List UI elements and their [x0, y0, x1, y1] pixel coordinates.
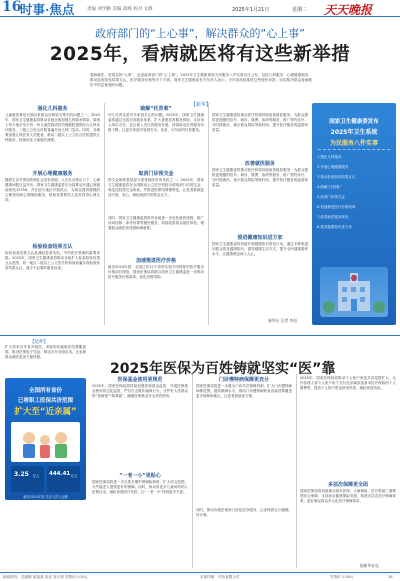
- paragraph-nursery: 幼儿托育也是许多家庭关心的问题。2025年，国家卫生健康委将通过完善托育服务体系，扩大普惠托育服务供给，支持用人单位办托、社区嵌入式托育服务发展，持续推动托育服务价格下降，让更多家庭享受到安全、优质、可负担的托育服务。: [108, 113, 204, 133]
- paragraph-old-and-young: 国家医保局将进一步完善长期护理保险制度，扩大试点范围，为失能老人提供更好的保障。同时，推动将更多儿童用药纳入医保目录，减轻家庭医疗负担，让“一老一小”得到更多关爱。: [92, 480, 188, 495]
- paragraph-result-recognition: 检验检查结果互认是减轻患者负担、节约医疗资源的重要举措。2025年，国家卫生健康委将推动各地扩大检查检验结果互认范围，同一地区二级以上公立医疗机构间普遍实现检查检验结果互认，减少不必要的重复检查。: [5, 251, 100, 271]
- infobox-item: 8.推进健康知识进万家: [317, 225, 352, 229]
- column-divider: [104, 103, 105, 325]
- paragraph-health-knowledge: 国家卫生健康委将持续开展健康知识普及行动，通过多种渠道向群众普及健康知识，倡导健康生活方式，提升全民健康素养水平，让健康理念深入人心。: [212, 242, 308, 257]
- infobox-item: 4.破解“托育难”: [317, 185, 342, 189]
- infobox-item: 7.改善就医服务体验: [317, 215, 349, 219]
- page-footer: [0, 572, 400, 581]
- article2-headline: 2025年医保为百姓铸就坚实“医”靠: [110, 361, 336, 377]
- paragraph-deposit-2: 同时，国家卫生健康委将指导各地进一步优化就医流程，推广诊间结算、床旁结算等便民服务，持续改善群众就医体验，增强群众就医获得感和满意度。: [108, 216, 204, 231]
- page-header: [0, 0, 400, 17]
- paragraph-col3-intro: 国家卫生健康委将推动医疗机构持续改善就医服务，为群众提供更便捷的挂号、候诊、缴费、取药等服务，推广预约诊疗、分时段就诊，减少群众排队等候时间，提升医疗服务的温度和质量。: [212, 113, 308, 133]
- infobox-item: 5.取消门诊预交金: [317, 195, 345, 199]
- issue-weekday: 星期二: [292, 7, 308, 13]
- infobox-item: 1.强化儿科服务: [317, 155, 342, 159]
- section-number: 16: [2, 0, 22, 15]
- infobox-divider: [318, 149, 390, 150]
- paragraph-deposit: 预交金制度曾是部分患者就医时的负担之一。2025年，国家卫生健康委将在全国推动公立医疗机构全面取消门诊预交金，规范住院预交金收取，并推进医保结算便利化，让患者看病更加方便、省心，减轻就医时的资金压力。: [108, 178, 204, 198]
- medical-insurance-promo-card: [5, 378, 86, 500]
- infobox-title-line1: 国家卫生健康委发布: [329, 119, 379, 125]
- article1-source-tag: 【新华】: [190, 102, 211, 108]
- paragraph-fund-supervision: 2025年，国家医保局将持续加强医保基金监管，开展医保基金使用常态化监管，严厉打击欺诈骗保行为，守护好人民群众的“看病钱”“救命钱”，确保医保基金安全高效使用。: [92, 384, 188, 399]
- promo-stat-value: 3.25: [14, 471, 29, 478]
- article2-label: 【延伸】: [30, 340, 48, 345]
- paragraph-child-care: 儿童就医难是长期以来群众反映较为集中的问题之一。2025年，国家卫生健康委将推动各地全面加强儿科服务供给，原则上每个地市至少有一所儿童医院或妇幼保健院提供综合儿科诊疗服务，三级公立综合医院普遍开设儿科门急诊。同时，各地要加强儿科医务人员配备，推动二级以上公立综合医院提供儿科服务，持续优化儿童就医流程。: [5, 113, 100, 143]
- promo-stat-box: [47, 466, 80, 492]
- promo-line1: 全国所有省份: [28, 388, 62, 394]
- promo-stat-unit: 亿元: [71, 474, 78, 478]
- heading-mental-health: 开展心理健康服务: [32, 171, 73, 177]
- promo-line3: 扩大至“近亲属”: [14, 407, 77, 417]
- heading-nursery: 破解“托育难”: [140, 106, 172, 112]
- heading-child-care: 强化儿科服务: [37, 106, 68, 112]
- column-divider: [296, 374, 297, 568]
- paragraph-mental-health: 随着生活节奏加快和社会竞争加剧，人们在各种压力下，心理健康问题日益突出。国家卫生健康委将在全国推动开通心理援助热线12356，并在部分地区开展试点，为群众提供便捷的心理咨询和心理援助服务，帮助有需要的人及时获得心理支持。: [5, 178, 100, 203]
- heading-outpatient: 门诊慢特病保障更充分: [218, 377, 269, 383]
- editors-line: 责编 刘学勤 美编 邱峰 校对 文静: [87, 7, 153, 12]
- section-separator: [0, 335, 400, 336]
- issue-date: 2025年1月21日: [232, 7, 270, 13]
- promo-caption: 截至2024年底 共济人次与金额: [23, 495, 68, 499]
- promo-stat-box: [11, 466, 44, 492]
- article1-headline: 2025年，看病就医将有这些新举措: [49, 44, 351, 65]
- heading-medical-service: 改善就医服务: [244, 161, 275, 167]
- article2-byline: 据新华社电: [360, 563, 379, 568]
- promo-illustration: [11, 422, 80, 462]
- eight-measures-infobox: [312, 103, 396, 325]
- paragraph-medical-service: 国家卫生健康委将推动医疗机构持续改善就医服务，为群众提供更便捷的挂号、候诊、缴费、取药等服务，推广预约诊疗、分时段就诊，减少群众排队等候时间，提升医疗服务的温度和质量。: [212, 168, 308, 188]
- paragraph-pricing: 截至2024年底，全国已有17个省份实现不同程度的医疗服务价格项目规范，国家医保局将联合国家卫生健康委进一步推动医疗服务价格改革，优化价格结构。: [108, 265, 204, 280]
- paragraph-family-account: 2025年，国家医保局将推动个人账户家庭共济范围扩大，允许参保人将个人账户用于支付近亲属参加基本医疗保险的个人缴费等，提高个人账户资金使用效率，减轻家庭负担。: [300, 376, 396, 391]
- column-divider: [192, 374, 193, 568]
- footer-page-number: 16: [388, 575, 393, 579]
- promo-stat-value: 444.41: [49, 471, 71, 477]
- paragraph-outpatient: 国家医保局将进一步健全门诊共济保障机制，扩大门诊慢特病病种范围，提高保障水平，推动门诊慢特病跨省直接结算覆盖更多病种和地区，让患者看病更方便。: [196, 384, 292, 399]
- heading-old-and-young: “一老一小”更贴心: [119, 473, 161, 479]
- infobox-item: 3.推动检查检验结果互认: [317, 175, 356, 179]
- article2-intro: 扩大将来自外省市就医、申报的异地就医结算覆盖面，推进医保电子凭证、移动支付全面应用，让参保群众就医更加方便快捷。: [5, 345, 86, 360]
- heading-fund-supervision: 医保基金使用更规范: [117, 377, 163, 383]
- article1-lead: 看病就医，是群众的“大事”，也是政府部门的“心上事”。2025年卫生健康系统为民服务八件实事近日公布，包括儿科服务、心理健康服务、推动检查检验结果互认、医疗服务价格等多个方面。国家卫生健康委有关负责人表示，今年将持续推进这些便民举措，切实解决群众看病就医中的急难愁盼问题。: [90, 73, 312, 88]
- heading-health-knowledge: 推进健康知识进万家: [237, 235, 283, 241]
- infobox-title-line2: 2025年卫生系统: [330, 129, 378, 136]
- article1-byline: 新华社 记者 李恒: [268, 318, 297, 323]
- newspaper-masthead: 天天晚报: [324, 3, 373, 17]
- heading-pricing: 加速推进医疗价格: [135, 258, 176, 264]
- hospital-illustration: [320, 267, 388, 317]
- promo-stat-unit: 亿人: [33, 474, 40, 478]
- paragraph-outpatient-2: 同时，推动各地医保部门优化经办服务，让参保群众少跑腿、好办事。: [196, 508, 292, 518]
- promo-line2: 已将职工医保共济范围: [17, 398, 73, 404]
- paragraph-multi-level: 国家医保局将持续推动基本医保、大病保险、医疗救助三重制度综合保障，支持商业健康保险发展，构建多层次医疗保障体系，更好满足群众多元化医疗保障需求。: [300, 489, 396, 504]
- footer-printer: 本报印刷：印务有限公司: [200, 575, 240, 579]
- infobox-item: 2.开展心理健康服务: [317, 165, 349, 169]
- infobox-title-line3: 为民服务八件实事: [329, 140, 378, 147]
- article1-kicker: 政府部门的“上心事”，解决群众的“心上事”: [95, 27, 305, 40]
- heading-multi-level: 多层次保障更全面: [327, 482, 368, 488]
- footer-address: 新闻热线：总编辑 某某某 电话 发行部 零售价1.00元: [3, 575, 88, 579]
- footer-price: 零售价 1.00元: [330, 575, 354, 579]
- heading-result-recognition: 检验检查结果互认: [32, 244, 73, 250]
- infobox-item: 6.加速推进医疗价格改革: [317, 205, 356, 209]
- heading-deposit: 取消门诊预交金: [138, 171, 174, 177]
- section-name: 时事·焦点: [20, 2, 75, 17]
- column-divider: [208, 103, 209, 325]
